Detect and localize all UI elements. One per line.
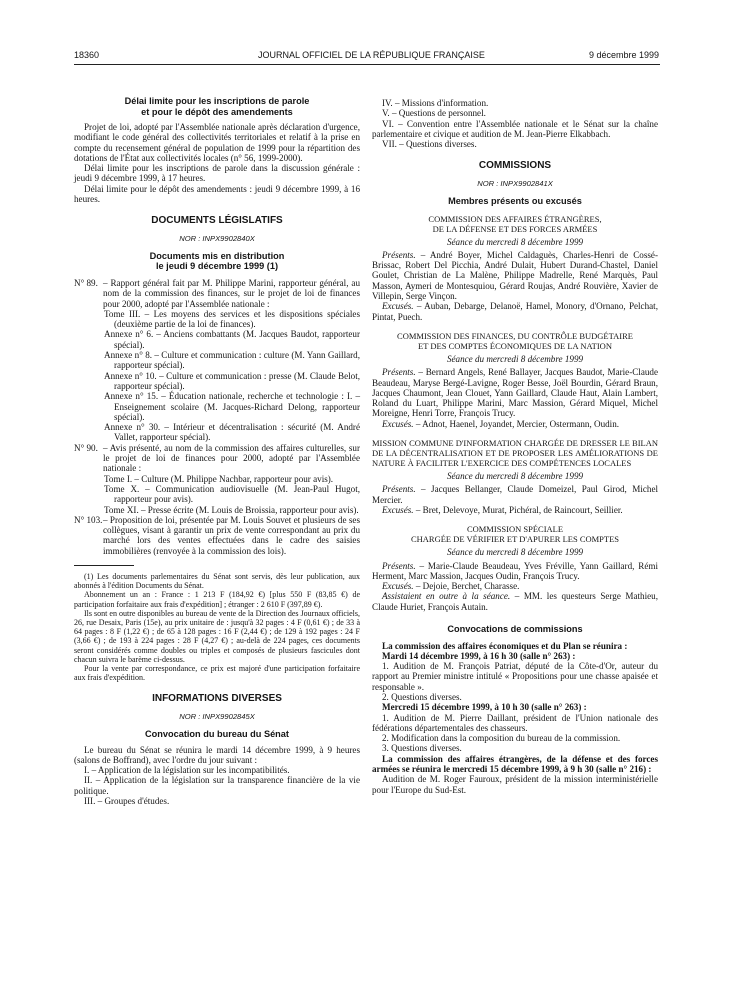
nor-code: NOR : INPX9902840X <box>179 233 255 243</box>
attending-label: Assistaient en outre à la séance. <box>382 591 511 602</box>
excused-list: – Bret, Delevoye, Murat, Pichéral, de Raincourt, Seillier. <box>415 504 623 515</box>
agenda-item: V. – Questions de personnel. <box>382 108 486 119</box>
session-date: Séance du mercredi 8 décembre 1999 <box>446 547 584 558</box>
document-annex: Annexe n° 30. – Intérieur et décentralisation : sécurité (M. André Vallet, rapporteur spécial). <box>104 422 360 443</box>
agenda-item: 1. Audition de M. Pierre Daillant, président de l'Union nationale des fédérations départementales des chasseurs. <box>372 712 658 733</box>
commission-name: COMMISSION DES AFFAIRES ÉTRANGÈRES, DE LA DÉFENSE ET DES FORCES ARMÉES <box>428 213 602 234</box>
document-annex: Annexe n° 8. – Culture et communication : culture (M. Yann Gaillard, rapporteur spécial). <box>104 350 360 371</box>
excused-list: – Auban, Debarge, Delanoë, Hamel, Monory, d'Ornano, Pelchat, Pintat, Puech. <box>372 301 658 322</box>
document-number: N° 89. <box>74 277 98 288</box>
agenda-item: 1. Audition de M. François Patriat, député de la Côte-d'Or, auteur du rapport au Premier ministre intitulé « Propositions pour une chasse apaisée et responsable ». <box>372 661 658 692</box>
commission-name: MISSION COMMUNE D'INFORMATION CHARGÉE DE DRESSER LE BILAN DE LA DÉCENTRALISATION ET DE PROPOSER LES AMÉLIORATIONS DE NATURE À FACILITER L'EXERCICE DES COMPÉTENCES LOCALES <box>372 438 658 469</box>
document-text: – Rapport général fait par M. Philippe Marini, rapporteur général, au nom de la commission des finances, sur le projet de loi de finances pour 2000, adopté par l'Assemblée nationale : <box>103 277 360 309</box>
delai-paragraph: Projet de loi, adopté par l'Assemblée nationale après déclaration d'urgence, modifiant le code général des collectivités territoriales et relatif à la prise en compte du recensement général de population de 1999 pour la répartition des dotations de l'État aux collectivités locales (n° 56, 1999-2000). <box>74 122 360 163</box>
excused-list: – Adnot, Haenel, Joyandet, Mercier, Ostermann, Oudin. <box>415 418 620 429</box>
footnote-prix: Ils sont en outre disponibles au bureau de vente de la Direction des Journaux officiels, 26, rue Desaix, Paris (15e), au prix unitaire de : jusqu'à 32 pages : 4 F (0,61 €) ; de 33 à 64 pages : 8 F (1,22 €) ; de 65 à 128 pages : 16 F (2,44 €) ; de 129 à 192 pages : 24 F (3,66 €) ; de 193 à 224 pages : 28 F (4,27 €) ; au-delà de 224 pages, ces documents seront considérés comme doubles ou triples et composés de plusieurs fascicules dont chacun suivra le barème ci-dessus. <box>74 608 360 664</box>
document-sub: Tome III. – Les moyens des services et les dispositions spéciales (deuxième partie de la loi de finances). <box>104 308 360 330</box>
agenda-item: II. – Application de la législation sur la transparence financière de la vie politique. <box>74 775 360 796</box>
document-text: – Avis présenté, au nom de la commission des affaires culturelles, sur le projet de loi de finances pour 2000, adopté par l'Assemblée nationale : <box>103 442 360 474</box>
right-column <box>372 98 658 795</box>
agenda-item: VI. – Convention entre l'Assemblée nationale et le Sénat sur la chaîne parlementaire et civique et audition de M. Jean-Pierre Elkabbach. <box>372 118 658 139</box>
document-number: N° 90. <box>74 442 98 453</box>
agenda-item: I. – Application de la législation sur les incompatibilités. <box>84 765 290 776</box>
commission-announcement: La commission des affaires étrangères, de la défense et des forces armées se réunira le mercredi 15 décembre 1999, à 9 h 30 (salle n° 216) : <box>372 753 658 775</box>
session-date: Séance du mercredi 8 décembre 1999 <box>446 236 584 247</box>
excused-label: Excusés. <box>382 418 414 429</box>
meeting-date: Mardi 14 décembre 1999, à 16 h 30 (salle n° 263) : <box>382 650 576 661</box>
agenda-item: 2. Questions diverses. <box>382 691 462 702</box>
agenda-item: Audition de M. Roger Fauroux, président de la mission interministérielle pour l'Europe du Sud-Est. <box>372 774 658 795</box>
present-label: Présents. <box>382 249 416 260</box>
present-label: Présents. <box>382 484 416 495</box>
excused-label: Excusés. <box>382 504 414 515</box>
header-rule <box>74 64 660 65</box>
commission-name: COMMISSION SPÉCIALE CHARGÉE DE VÉRIFIER ET D'APURER LES COMPTES <box>410 524 620 545</box>
commission-name: COMMISSION DES FINANCES, DU CONTRÔLE BUDGÉTAIRE ET DES COMPTES ÉCONOMIQUES DE LA NATION <box>397 330 633 351</box>
delai-amendements: Délai limite pour le dépôt des amendements : jeudi 9 décembre 1999, à 16 heures. <box>74 183 360 205</box>
document-item <box>74 278 360 309</box>
nor-code: NOR : INPX9902841X <box>477 178 553 188</box>
document-tome: Tome I. – Culture (M. Philippe Nachbar, rapporteur pour avis). <box>104 473 334 484</box>
delai-heading: Délai limite pour les inscriptions de parole et pour le dépôt des amendements <box>124 96 310 117</box>
issue-date: 9 décembre 1999 <box>589 50 660 60</box>
agenda-item: 2. Modification dans la composition du bureau de la commission. <box>382 733 621 744</box>
excused-list: – Dejoie, Berchet, Charasse. <box>415 581 520 592</box>
document-annex: Annexe n° 15. – Éducation nationale, recherche et technologie : I. – Enseignement scolaire (M. Jacques-Richard Delong, rapporteur spécial). <box>104 391 360 422</box>
convocation-paragraph: Le bureau du Sénat se réunira le mardi 14 décembre 1999, à 9 heures (salons de Boffrand), avec l'ordre du jour suivant : <box>74 744 360 765</box>
section-title-commissions: COMMISSIONS <box>478 160 552 172</box>
agenda-item: IV. – Missions d'information. <box>382 98 489 108</box>
document-annex: Annexe n° 6. – Anciens combattants (M. Jacques Baudot, rapporteur spécial). <box>104 329 360 350</box>
agenda-item: 3. Questions diverses. <box>382 743 462 754</box>
attending-list: – MM. les questeurs Serge Mathieu, Claude Huriet, François Autain. <box>372 591 658 612</box>
convocations-title: Convocations de commissions <box>447 624 583 634</box>
convocation-bureau-title: Convocation du bureau du Sénat <box>145 729 289 740</box>
session-date: Séance du mercredi 8 décembre 1999 <box>446 353 584 364</box>
excused-label: Excusés. <box>382 581 414 592</box>
footnote-rule <box>74 565 134 566</box>
present-list: – Marie-Claude Beaudeau, Yves Fréville, Yann Gaillard, Rémi Herment, Marc Massion, Jacques Oudin, François Trucy. <box>372 560 658 581</box>
section-title-informations: INFORMATIONS DIVERSES <box>152 693 282 705</box>
commission-announcement: La commission des affaires économiques et du Plan se réunira : <box>382 640 628 651</box>
section-title-documents: DOCUMENTS LÉGISLATIFS <box>151 215 283 227</box>
excused-label: Excusés. <box>382 301 414 312</box>
agenda-item: III. – Groupes d'études. <box>84 796 170 806</box>
footnotes <box>74 572 360 682</box>
present-list: – Jacques Bellanger, Claude Domeizel, Paul Girod, Michel Mercier. <box>372 484 659 505</box>
present-label: Présents. <box>382 367 416 378</box>
document-text: – Proposition de loi, présentée par M. Louis Souvet et plusieurs de ses collègues, visant à garantir un prix de vente correspondant au prix du marché lors des ventes effectuées dans le cadre des saisies immobilières (renvoyée à la commission des lois). <box>103 514 360 556</box>
page-header <box>0 50 731 62</box>
document-item <box>74 443 360 474</box>
documents-subtitle: Documents mis en distribution le jeudi 9 décembre 1999 (1) <box>149 250 285 272</box>
document-item <box>74 515 360 556</box>
document-number: N° 103. <box>74 514 103 525</box>
delai-parole: Délai limite pour les inscriptions de parole dans la discussion générale : jeudi 9 décembre 1999, à 17 heures. <box>74 163 360 184</box>
present-list: – André Boyer, Michel Caldaguès, Charles-Henri de Cossé-Brissac, Robert Del Picchia, André Dulait, Hubert Durand-Chastel, Daniel Goulet, Christian de La Malène, Philippe Madrelle, René Marquès, Paul Masson, Aymeri de Montesquiou, Gérard Roujas, André Rouvière, Xavier de Villepin, Serge Vinçon. <box>372 249 658 302</box>
left-column <box>74 96 360 806</box>
document-tome: Tome XI. – Presse écrite (M. Louis de Broissia, rapporteur pour avis). <box>104 504 359 515</box>
meeting-date: Mercredi 15 décembre 1999, à 10 h 30 (salle n° 263) : <box>382 702 587 713</box>
session-date: Séance du mercredi 8 décembre 1999 <box>446 471 584 482</box>
document-tome: Tome X. – Communication audiovisuelle (M. Jean-Paul Hugot, rapporteur pour avis). <box>104 483 360 505</box>
footnote-abonnement: Abonnement un an : France : 1 213 F (184,92 €) [plus 550 F (83,85 €) de participation forfaitaire aux frais d'expédition] ; étranger : 2 610 F (397,89 €). <box>74 590 360 609</box>
members-subtitle: Membres présents ou excusés <box>448 196 582 207</box>
document-annex: Annexe n° 10. – Culture et communication : presse (M. Claude Belot, rapporteur spécial). <box>104 370 360 391</box>
page-number: 18360 <box>74 50 100 60</box>
present-label: Présents. <box>382 560 416 571</box>
agenda-item: VII. – Questions diverses. <box>382 139 477 150</box>
footnote-correspondance: Pour la vente par correspondance, ce prix est majoré d'une participation forfaitaire aux frais d'expédition. <box>74 664 360 683</box>
journal-title: JOURNAL OFFICIEL DE LA RÉPUBLIQUE FRANÇAISE <box>258 50 485 60</box>
present-list: – Bernard Angels, René Ballayer, Jacques Baudot, Marie-Claude Beaudeau, Maryse Bergé-Lavigne, Roger Besse, Joël Bourdin, Gérard Braun, Jacques Chaumont, Jean Clouet, Yann Gaillard, Claude Haut, Alain Lambert, Roland du Luart, Philippe Marini, Marc Massion, Gérard Miquel, Michel Moreigne, Henri Torre, François Trucy. <box>372 367 658 419</box>
nor-code: NOR : INPX9902845X <box>179 711 255 721</box>
footnote-1: (1) Les documents parlementaires du Sénat sont servis, dès leur publication, aux abonnés à l'édition Documents du Sénat. <box>74 571 360 591</box>
